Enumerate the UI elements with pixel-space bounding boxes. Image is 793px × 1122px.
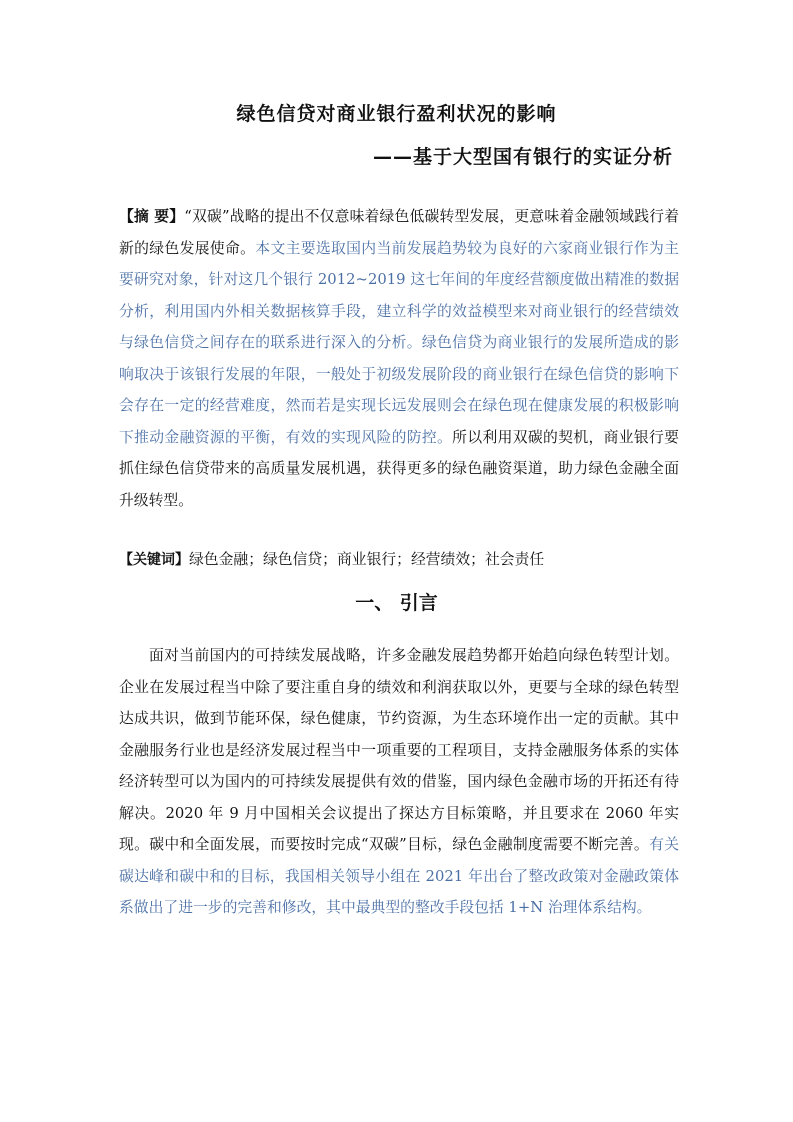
section-heading-introduction: 一、 引言 <box>355 592 438 614</box>
keywords-label: 【关键词】 <box>119 552 189 568</box>
abstract-label: 【摘 要】 <box>119 208 185 225</box>
abstract-text-part3: 所以利用双碳的契机，商业银行要抓住绿色信贷带来的高质量发展机遇，获得更多的绿色融资渠道，助力绿色金融全面升级转型。 <box>119 428 679 509</box>
page-subtitle: ——基于大型国有银行的实证分析 <box>372 146 673 168</box>
keywords-text: 绿色金融；绿色信贷；商业银行；经营绩效；社会责任 <box>189 551 545 568</box>
introduction-paragraph <box>119 640 679 924</box>
page-title: 绿色信贷对商业银行盈利状况的影响 <box>236 103 557 125</box>
abstract-paragraph <box>119 201 679 516</box>
abstract-text-part1: “双碳”战略的提出不仅意味着绿色低碳转型发展，更意味着金融领域践行着新的绿色发展使命。 <box>119 208 679 257</box>
keywords-line <box>119 545 679 575</box>
intro-text-part1: 面对当前国内的可持续发展战略，许多金融发展趋势都开始趋向绿色转型计划。企业在发展过程当中除了要注重自身的绩效和利润获取以外，更要与全球的绿色转型达成共识，做到节能环保，绿色健康，节约资源，为生态环境作出一定的贡献。其中金融服务行业也是经济发展过程当中一项重要的工程项目，支持金融服务体系的实体经济转型可以为国内的可持续发展提供有效的借鉴，国内绿色金融市场的开拓还有待解决。2020 年 9 月中国相关会议提出了探达方目标策略，并且要求在 2060 年实现。碳中和全面发展，而要按时完成“双碳”目标，绿色金融制度需要不断完善。 <box>119 647 679 853</box>
intro-text-highlight: 有关碳达峰和碳中和的目标，我国相关领导小组在 2021 年出台了整改政策对金融政策体系做出了进一步的完善和修改，其中最典型的整改手段包括 1+N 治理体系结构。 <box>119 836 679 916</box>
abstract-text-highlight: 本文主要选取国内当前发展趋势较为良好的六家商业银行作为主要研究对象，针对这几个银行 2012~2019 这七年间的年度经营额度做出精准的数据分析，利用国内外相关数据核算手段，建立科学的效益模型来对商业银行的经营绩效与绿色信贷之间存在的联系进行深入的分析。绿色信贷为商业银行的发展所造成的影响取决于该银行发展的年限，一般处于初级发展阶段的商业银行在绿色信贷的影响下会存在一定的经营难度，然而若是实现长远发展则会在绿色现在健康发展的积极影响下推动金融资源的平衡，有效的实现风险的防控。 <box>119 239 679 446</box>
